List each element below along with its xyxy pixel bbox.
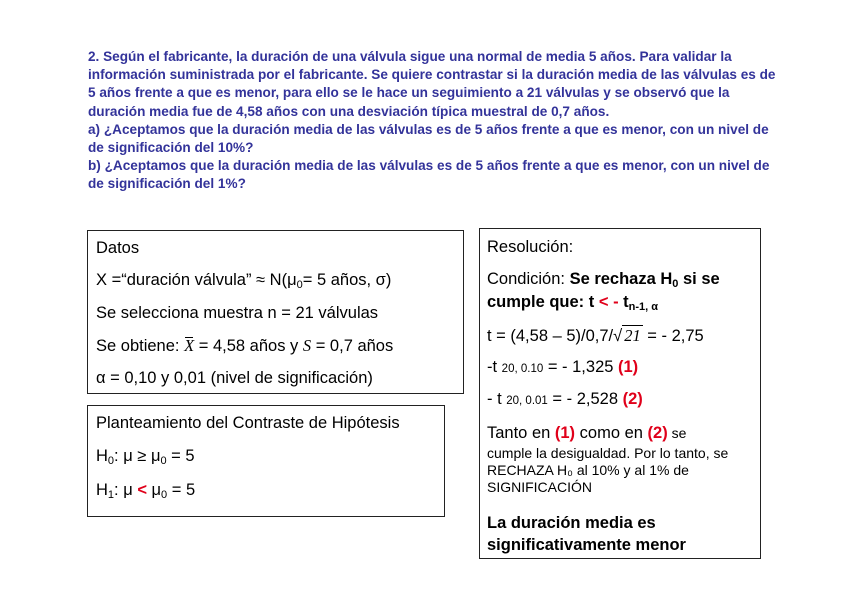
crit2-sub: 20, 0.01 [506, 395, 548, 407]
tanto-tag2: (2) [647, 424, 668, 442]
planteamiento-title: Planteamiento del Contraste de Hipótesis [96, 414, 400, 432]
tanto-tag1: (1) [554, 424, 576, 442]
s-symbol: S [302, 336, 312, 355]
t-calc-pre: t = (4,58 – 5)/0,7/ [487, 327, 614, 345]
problem-text: 2. Según el fabricante, la duración de una válvula sigue una normal de media 5 años. Para validar la información suministrada por el fabricante. Se quiere contrastar si la duración media de las válvulas es de 5 años frente a que es menor, para ello se le hace un seguimiento a 21 válvulas y se observó que la duración media fue de 4,58 años con una desviación típica muestral de 0,7 años. [88, 49, 776, 119]
crit1-sub: 20, 0.10 [501, 363, 544, 375]
crit2-post: = - 2,528 [547, 390, 623, 408]
obtiene-mid: = 4,58 años y [194, 337, 303, 355]
h1-pre: H [96, 481, 108, 499]
h0-mid: : μ ≥ μ [114, 447, 161, 465]
x-def-sub: 0 [296, 279, 303, 291]
h0-pre: H [96, 447, 108, 465]
tanto-pre: Tanto en [487, 424, 555, 442]
h1-sub: 1 [107, 489, 115, 501]
obtiene-pre: Se obtiene: [96, 337, 185, 355]
crit1-pre: -t [487, 358, 502, 376]
crit2-tag: (2) [622, 390, 643, 408]
planteamiento-box [87, 405, 445, 517]
cond-bold1: Se rechaza H [569, 270, 673, 288]
tanto-mid: como en [575, 424, 648, 442]
x-def-pre: X =“duración válvula” ≈ N(μ [96, 271, 297, 289]
cond-sub0: 0 [672, 278, 679, 290]
h1-less-than: < [137, 481, 147, 499]
h0-sub2: 0 [160, 455, 167, 467]
h1-hypothesis [96, 481, 195, 501]
cond-label: Condición: [487, 270, 570, 288]
question-a: a) ¿Aceptamos que la duración media de las válvulas es de 5 años frente a que es menor, con un nivel de de significación del 10%? [88, 121, 769, 156]
cond-line2-pre: cumple que: t [487, 293, 599, 311]
cond-dash: - [608, 293, 624, 311]
h1-mid2: μ [146, 481, 162, 499]
h1-post: = 5 [167, 481, 196, 499]
crit1-tag: (1) [618, 358, 639, 376]
datos-box [87, 230, 464, 394]
cond-t-sub: n-1, α [628, 301, 659, 313]
cond-bold2: si se [678, 270, 720, 288]
obtiene-post: = 0,7 años [311, 337, 394, 355]
question-b: b) ¿Aceptamos que la duración media de las válvulas es de 5 años frente a que es menor, con un nivel de de significación del 1%? [88, 158, 770, 192]
resolucion-box [479, 228, 761, 559]
sqrt-radicand: 21 [624, 326, 641, 345]
h1-mid1: : μ [114, 481, 138, 499]
condicion-line2 [487, 293, 658, 313]
sqrt-icon: √ 21 [613, 326, 641, 345]
crit1-post: = - 1,325 [543, 358, 619, 376]
muestra-text: Se selecciona muestra n = 21 válvulas [96, 304, 379, 322]
h0-post: = 5 [166, 447, 195, 465]
cond-less-than: < [598, 293, 609, 311]
obtiene-text [96, 336, 393, 356]
problem-statement [88, 48, 778, 194]
tanto-post: se [667, 425, 687, 441]
conclusion-text: cumple la desigualdad. Por lo tanto, se RECHAZA H₀ al 10% y al 1% de SIGNIFICACIÓN [487, 445, 729, 495]
condicion-line1 [487, 270, 720, 290]
h1-sub2: 0 [161, 489, 168, 501]
critical-value-1 [487, 358, 638, 377]
datos-title: Datos [96, 239, 140, 257]
h0-sub: 0 [107, 455, 115, 467]
crit2-pre: - t [487, 390, 507, 408]
alpha-text: α = 0,10 y 0,01 (nivel de significación) [96, 369, 373, 387]
variable-definition [96, 271, 391, 291]
t-calc-post: = - 2,75 [642, 327, 704, 345]
xbar-symbol: X [184, 336, 195, 355]
tanto-line [487, 424, 686, 443]
x-def-post: = 5 años, σ) [302, 271, 392, 289]
resolucion-title: Resolución: [487, 238, 574, 256]
critical-value-2 [487, 390, 643, 409]
final-conclusion: La duración media es significativamente menor [487, 514, 686, 554]
h0-hypothesis [96, 447, 195, 467]
t-statistic [487, 326, 704, 346]
cond-t: t [623, 293, 629, 311]
